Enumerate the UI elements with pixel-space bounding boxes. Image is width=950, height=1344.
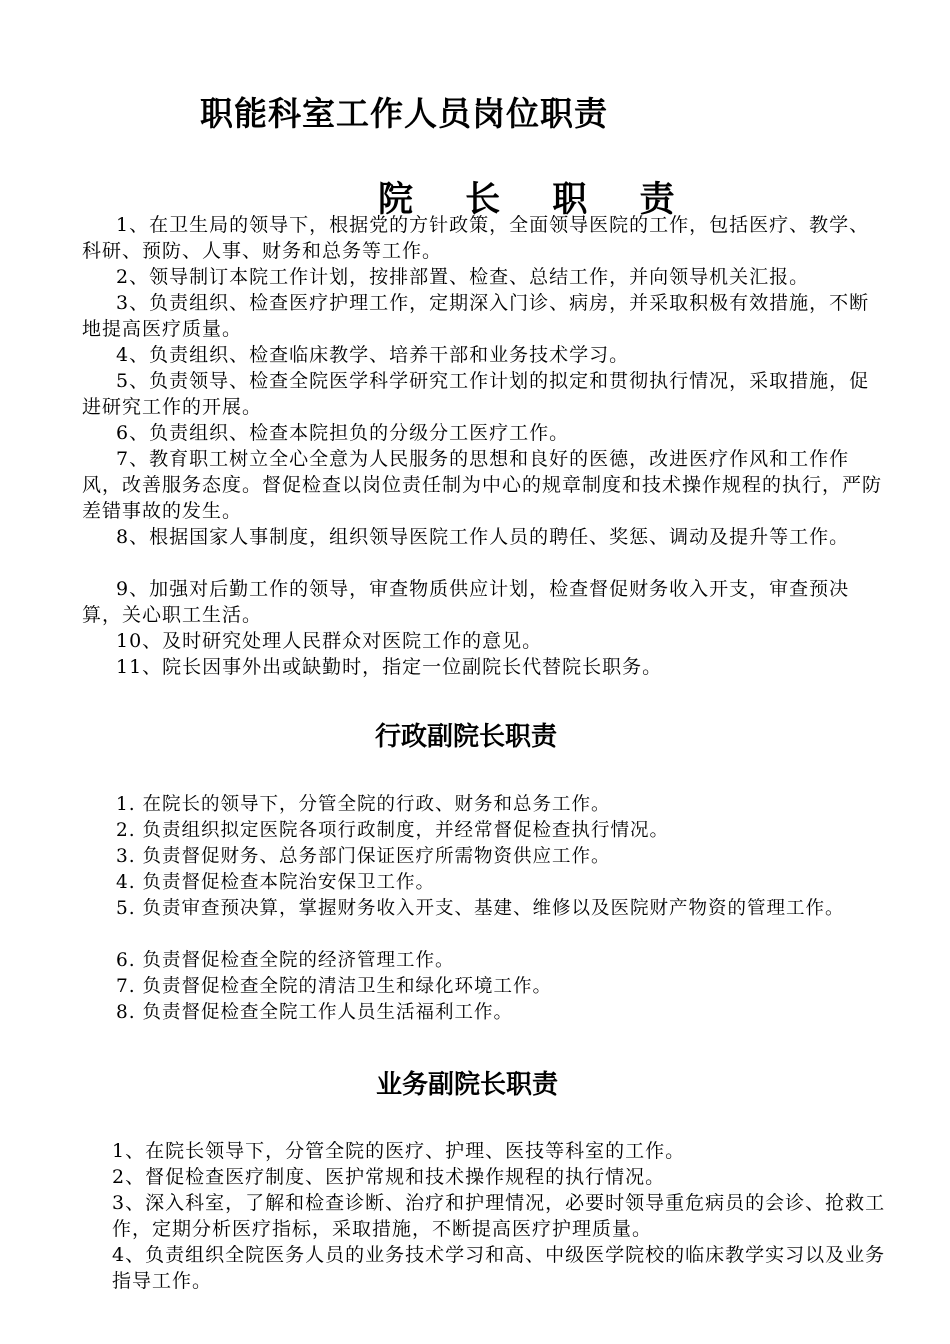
director-duty-10: 10、及时研究处理人民群众对医院工作的意见。 <box>116 630 543 652</box>
section-heading-admin-vice-director: 行政副院长职责 <box>375 722 558 752</box>
director-duty-4: 4、负责组织、检查临床教学、培养干部和业务技术学习。 <box>116 344 630 366</box>
director-duty-5: 5、负责领导、检查全院医学科学研究工作计划的拟定和贯彻执行情况，采取措施，促进研究工作的开展。 <box>82 370 870 418</box>
medical-duty-1: 1、在院长领导下，分管全院的医疗、护理、医技等科室的工作。 <box>112 1140 686 1162</box>
admin-duty-7: 7. 负责督促检查全院的清洁卫生和绿化环境工作。 <box>116 976 553 997</box>
admin-duty-2: 2. 负责组织拟定医院各项行政制度，并经常督促检查执行情况。 <box>116 820 670 841</box>
admin-duty-5: 5. 负责审查预决算，掌握财务收入开支、基建、维修以及医院财产物资的管理工作。 <box>116 898 845 919</box>
admin-duty-8: 8. 负责督促检查全院工作人员生活福利工作。 <box>116 1002 514 1023</box>
medical-duty-4: 4、负责组织全院医务人员的业务技术学习和高、中级医学院校的临床教学实习以及业务指导工作。 <box>112 1244 886 1292</box>
medical-duty-2: 2、督促检查医疗制度、医护常规和技术操作规程的执行情况。 <box>112 1166 666 1188</box>
director-duty-11: 11、院长因事外出或缺勤时，指定一位副院长代替院长职务。 <box>116 656 663 678</box>
director-duty-6: 6、负责组织、检查本院担负的分级分工医疗工作。 <box>116 422 570 444</box>
director-duty-2: 2、领导制订本院工作计划，按排部置、检查、总结工作，并向领导机关汇报。 <box>116 266 810 288</box>
director-duty-9: 9、加强对后勤工作的领导，审查物质供应计划，检查督促财务收入开支，审查预决算，关心职工生活。 <box>82 578 850 626</box>
director-duty-1: 1、在卫生局的领导下，根据党的方针政策，全面领导医院的工作，包括医疗、教学、科研、预防、人事、财务和总务等工作。 <box>82 214 870 262</box>
director-duty-8: 8、根据国家人事制度，组织领导医院工作人员的聘任、奖惩、调动及提升等工作。 <box>116 526 850 548</box>
document-title: 职能科室工作人员岗位职责 <box>200 94 608 133</box>
section-heading-medical-vice-director: 业务副院长职责 <box>376 1070 559 1100</box>
admin-duty-4: 4. 负责督促检查本院治安保卫工作。 <box>116 872 436 893</box>
section-heading-director: 院 长 职 责 <box>378 179 695 220</box>
director-duty-3: 3、负责组织、检查医疗护理工作，定期深入门诊、病房，并采取积极有效措施，不断地提高医疗质量。 <box>82 292 870 340</box>
medical-duty-3: 3、深入科室，了解和检查诊断、治疗和护理情况，必要时领导重危病员的会诊、抢救工作，定期分析医疗指标，采取措施，不断提高医疗护理质量。 <box>112 1192 886 1240</box>
admin-duty-6: 6. 负责督促检查全院的经济管理工作。 <box>116 950 455 971</box>
admin-duty-1: 1. 在院长的领导下，分管全院的行政、财务和总务工作。 <box>116 794 611 815</box>
director-duty-7: 7、教育职工树立全心全意为人民服务的思想和良好的医德，改进医疗作风和工作作风，改善服务态度。督促检查以岗位责任制为中心的规章制度和技术操作规程的执行，严防差错事故的发生。 <box>82 448 883 522</box>
admin-duty-3: 3. 负责督促财务、总务部门保证医疗所需物资供应工作。 <box>116 846 611 867</box>
